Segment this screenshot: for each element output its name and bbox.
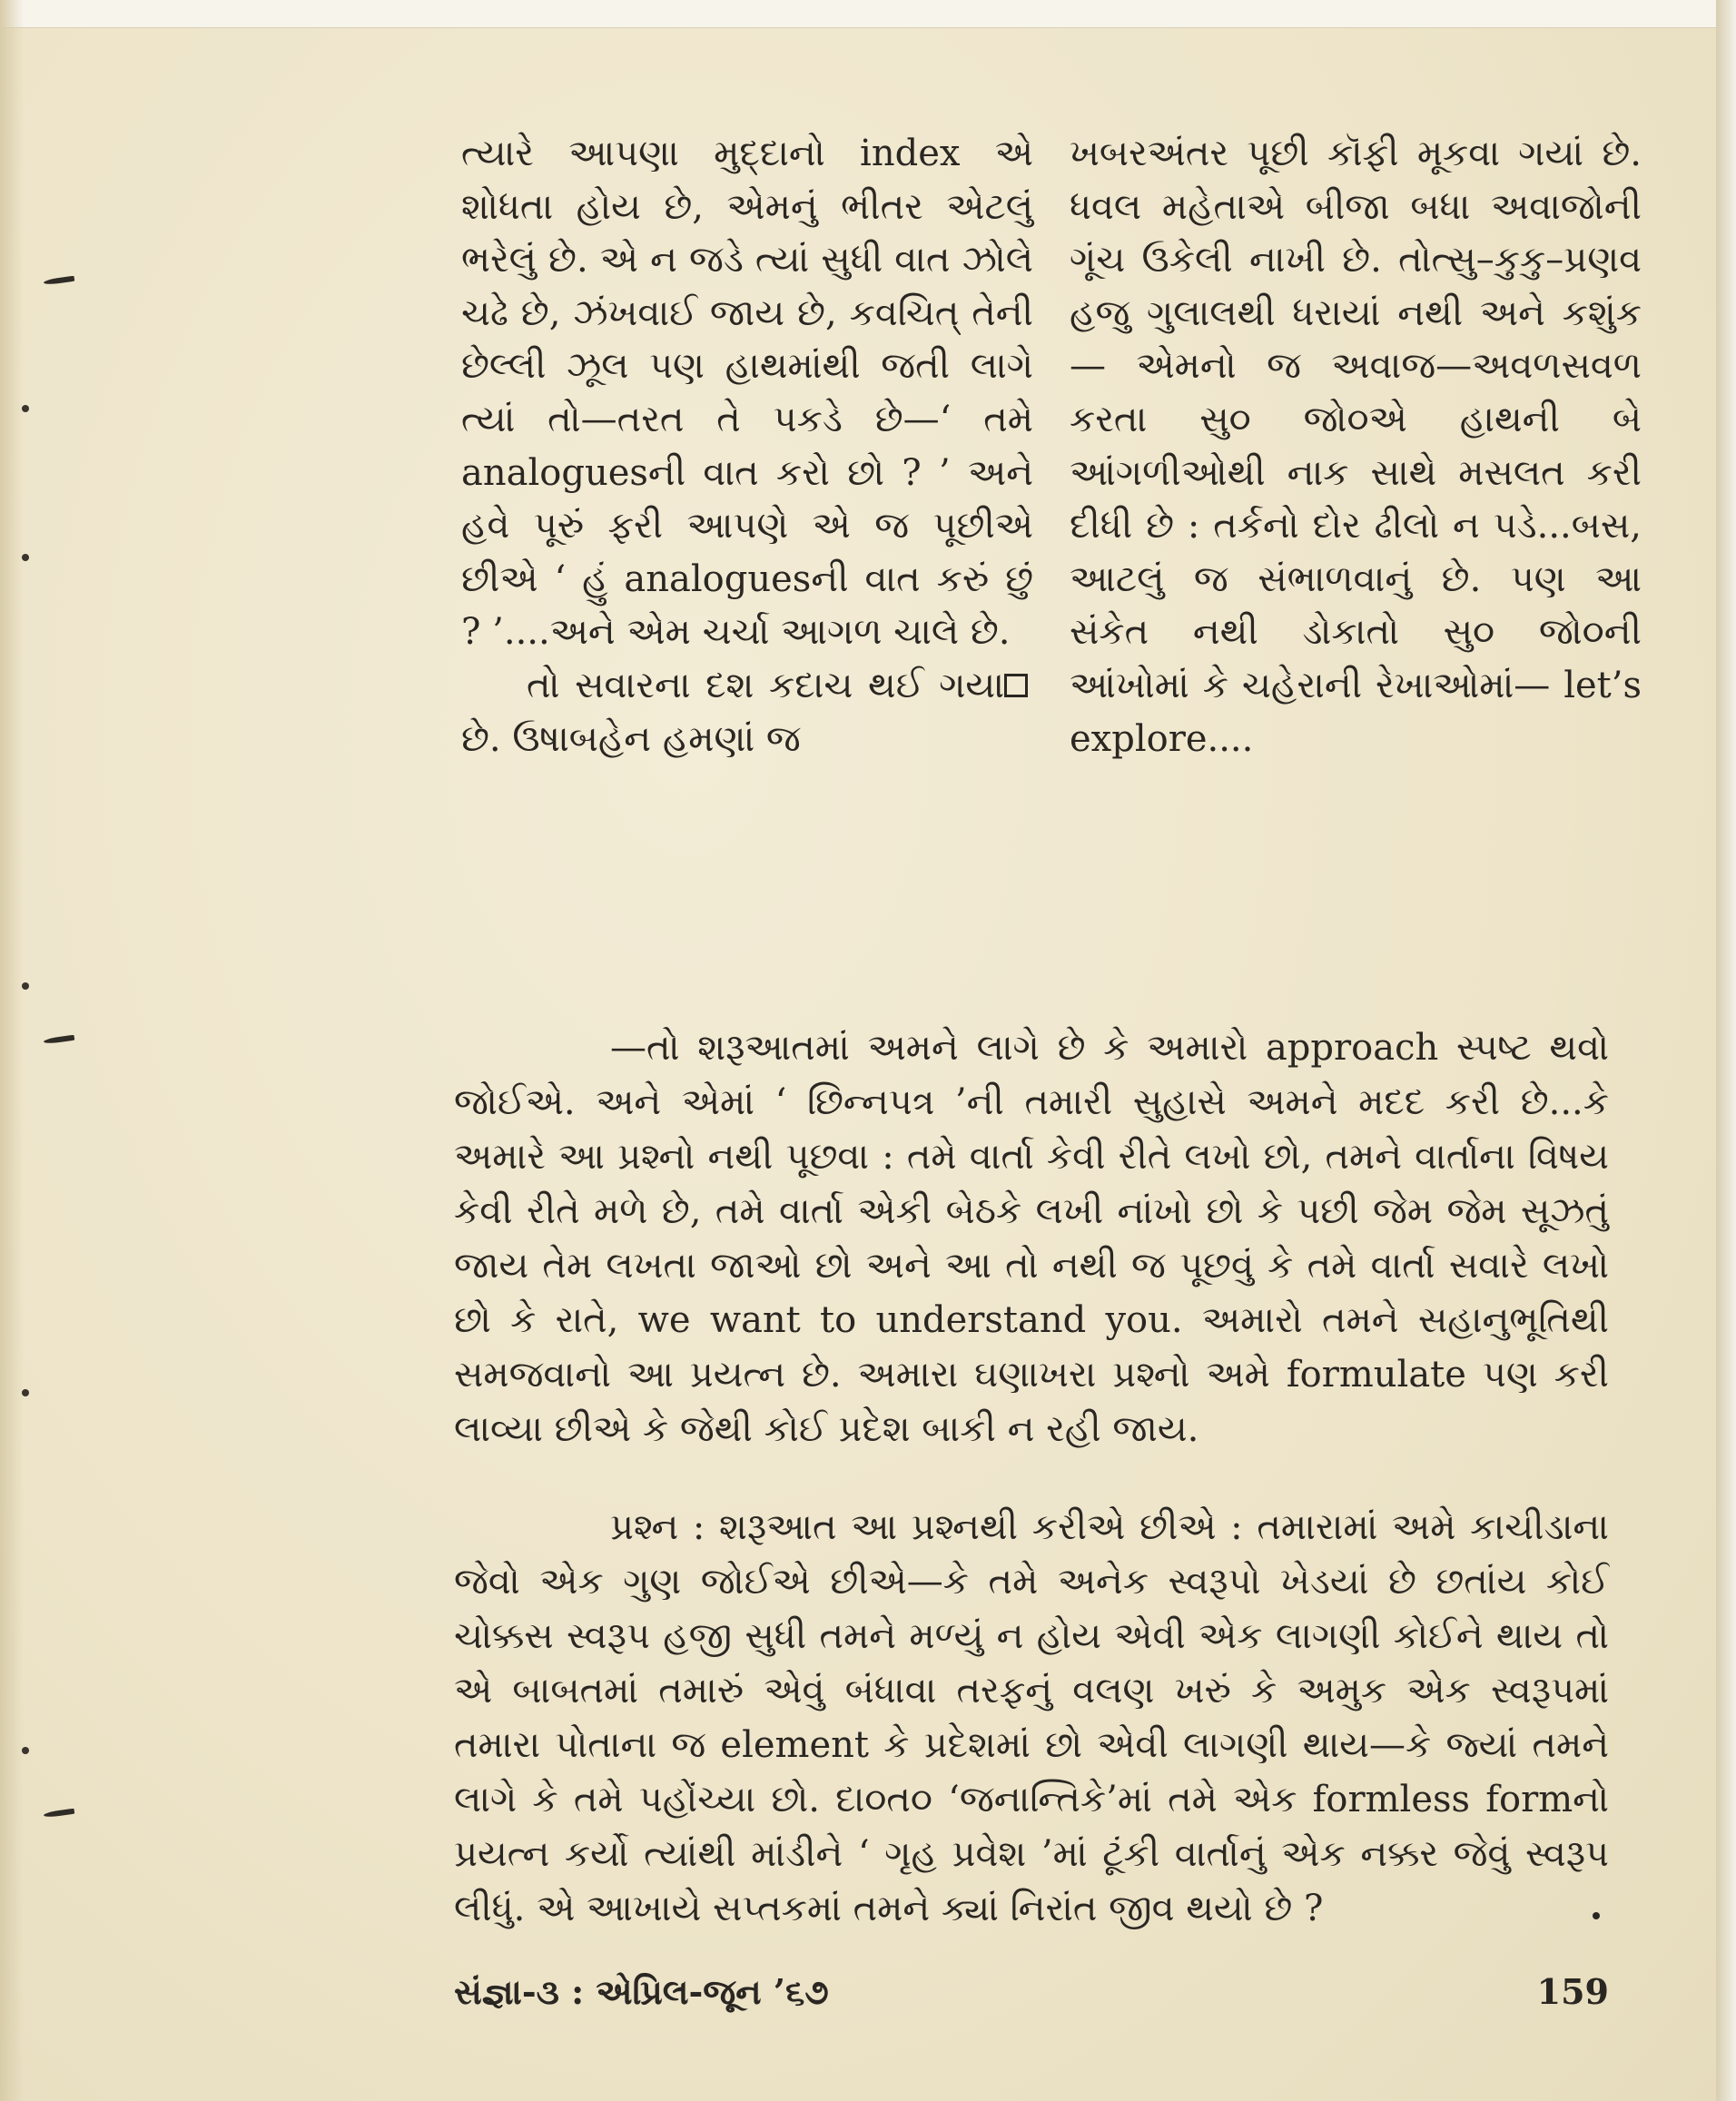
scan-right-edge bbox=[1716, 0, 1736, 2101]
binding-dot bbox=[22, 1747, 29, 1754]
binding-dot bbox=[22, 405, 29, 412]
spine-shadow bbox=[0, 0, 24, 2101]
left-column bbox=[461, 127, 1033, 765]
right-column bbox=[1070, 127, 1642, 765]
paragraph-end-dot bbox=[1593, 1912, 1600, 1919]
left-column-paragraph: તો સવારના દશ કદાચ થઈ ગયા છે. ઉષાબહેન હમણાં જ bbox=[461, 664, 1004, 760]
scan-top-margin bbox=[0, 0, 1716, 28]
left-column-paragraph bbox=[461, 127, 1033, 659]
body-paragraph: —તો શરૂઆતમાં અમને લાગે છે કે અમારો approach સ્પષ્ટ થવો જોઈએ. અને એમાં ‘ છિન્નપત્ર ’ની તમારી સુહાસે અમને મદદ કરી છે...કે અમારે આ પ્રશ્નો નથી પૂછવા : તમે વાર્તા કેવી રીતે લખો છો, તમને વાર્તાના વિષય કેવી રીતે મળે છે, તમે વાર્તા એકી બેઠકે લખી નાંખો છો કે પછી જેમ જેમ સૂઝતું જાય તેમ લખતા જાઓ છો અને આ તો નથી જ પૂછવું કે તમે વાર્તા સવારે લખો છો કે રાતે, we want to understand you. અમારો તમને સહાનુભૂતિથી સમજવાનો આ પ્રયત્ન છે. અમારા ઘણાખરા પ્રશ્નો અમે formulate પણ કરી લાવ્યા છીએ કે જેથી કોઈ પ્રદેશ બાકી ન રહી જાય. bbox=[454, 1027, 1609, 1450]
journal-footer: સંજ્ઞા-૩ : એપ્રિલ-જૂન ’૬૭ bbox=[454, 1971, 829, 2012]
binding-dot bbox=[22, 982, 29, 990]
binding-dot bbox=[22, 554, 29, 561]
right-column-paragraph: ખબરઅંતર પૂછી કૉફી મૂકવા ગયાં છે. ધવલ મહેતાએ બીજા બધા અવાજોની ગૂંચ ઉકેલી નાખી છે. તોત્સુ–કુકુ–પ્રણવ હજુ ગુલાલથી ધરાયાં નથી અને કશુંક— એમનો જ અવાજ—અવળસવળ કરતા સુ૦ જો૦એ હાથની બે આંગળીઓથી નાક સાથે મસલત કરી દીધી છે : તર્કનો દોર ઢીલો ન પડે...બસ, આટલું જ સંભાળવાનું છે. પણ આ સંકેત નથી ડોકાતો સુ૦ જો૦ની આંખોમાં કે ચહેરાની રેખાઓમાં— let’s explore.... bbox=[1070, 133, 1642, 760]
page-number: 159 bbox=[1536, 1971, 1609, 2012]
section-end-box-icon bbox=[1004, 674, 1028, 697]
question-paragraph: પ્રશ્ન : શરૂઆત આ પ્રશ્નથી કરીએ છીએ : તમારામાં અમે કાચીડાના જેવો એક ગુણ જોઈએ છીએ—કે તમે અનેક સ્વરૂપો ખેડયાં છે છતાંય કોઈ ચોક્કસ સ્વરૂપ હજી સુધી તમને મળ્યું ન હોય એવી એક લાગણી કોઈને થાય તો એ બાબતમાં તમારું એવું બંધાવા તરફનું વલણ ખરું કે અમુક એક સ્વરૂપમાં તમારા પોતાના જ element કે પ્રદેશમાં છો એવી લાગણી થાય—કે જ્યાં તમને લાગે કે તમે પહોંચ્યા છો. દા૦ત૦ ‘જનાન્તિકે’માં તમે એક formless formનો પ્રયત્ન કર્યો ત્યાંથી માંડીને ‘ ગૃહ પ્રવેશ ’માં ટૂંકી વાર્તાનું એક નક્કર જેવું સ્વરૂપ લીધું. એ આખાયે સપ્તકમાં તમને ક્યાં નિરાંત જીવ થયો છે ? bbox=[454, 1506, 1609, 1929]
binding-dot bbox=[22, 1389, 29, 1396]
left-column-paragraph-text: ત્યારે આપણા મુદ્દાનો index એ શોધતા હોય છે, એમનું ભીતર એટલું ભરેલું છે. એ ન જડે ત્યાં સુધી વાત ઝોલે ચઢે છે, ઝંખવાઈ જાય છે, કવચિત્ તેની છેલ્લી ઝૂલ પણ હાથમાંથી જતી લાગે ત્યાં તો—તરત તે પકડે છે—‘ તમે analoguesની વાત કરો છો ? ’ અને હવે પૂરું ફરી આપણે એ જ પૂછીએ છીએ ‘ હું analoguesની વાત કરું છું ? ’....અને એમ ચર્ચા આગળ ચાલે છે. bbox=[461, 133, 1033, 654]
